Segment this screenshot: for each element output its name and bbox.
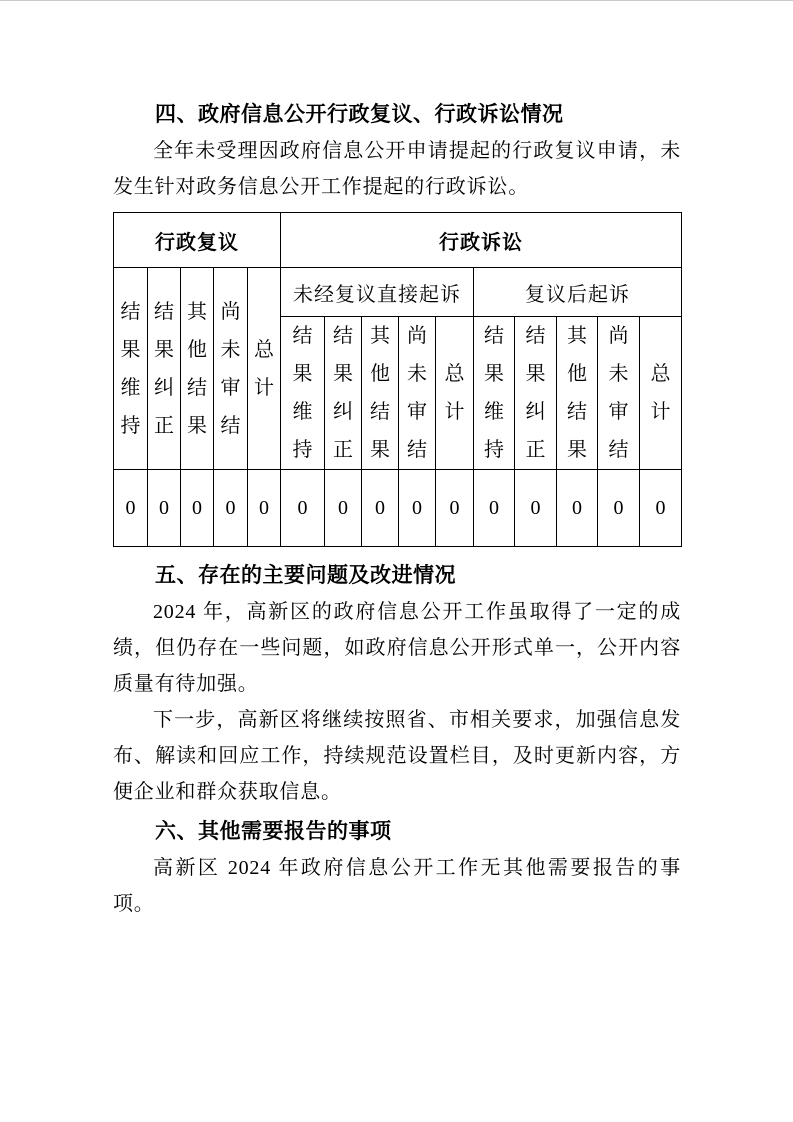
direct-col-total <box>436 317 474 470</box>
after-col-total <box>640 317 682 470</box>
vertical-label: 总计 <box>444 363 465 423</box>
section-5-paragraph-1: 2024 年，高新区的政府信息公开工作虽取得了一定的成绩，但仍存在一些问题，如政府信息公开形式单一，公开内容质量有待加强。 <box>113 601 681 695</box>
vertical-label: 结果纠正 <box>154 300 174 437</box>
vertical-label: 总计 <box>254 338 274 399</box>
section-5-paragraph-2: 下一步，高新区将继续按照省、市相关要求，加强信息发布、解读和回应工作，持续规范设置栏目，及时更新内容，方便企业和群众获取信息。 <box>113 709 681 803</box>
table-group-header-row <box>114 213 682 268</box>
header-administrative-litigation: 行政诉讼 <box>281 213 682 268</box>
value-cell: 0 <box>436 470 474 547</box>
value-cell: 0 <box>640 470 682 547</box>
value-cell: 0 <box>325 470 362 547</box>
vertical-label: 结果纠正 <box>525 325 546 461</box>
value-cell: 0 <box>114 470 148 547</box>
review-col-pending <box>214 268 248 470</box>
value-cell: 0 <box>181 470 214 547</box>
vertical-label: 尚未审结 <box>220 300 241 437</box>
after-col-result-upheld <box>474 317 515 470</box>
vertical-label: 结果维持 <box>120 300 141 437</box>
after-col-other-result <box>557 317 598 470</box>
vertical-label: 结果维持 <box>484 325 504 461</box>
after-col-pending <box>598 317 640 470</box>
vertical-label: 结果纠正 <box>333 325 353 461</box>
admin-review-litigation-table <box>113 212 682 547</box>
review-col-total <box>248 268 281 470</box>
header-administrative-review: 行政复议 <box>114 213 281 268</box>
value-cell: 0 <box>598 470 640 547</box>
value-cell: 0 <box>362 470 399 547</box>
vertical-label: 其他结果 <box>370 325 390 461</box>
value-cell: 0 <box>557 470 598 547</box>
section-6-heading: 六、其他需要报告的事项 <box>155 820 392 843</box>
table-value-row <box>114 470 682 547</box>
subheader-lawsuit-after-review: 复议后起诉 <box>474 268 682 317</box>
vertical-label: 尚未审结 <box>407 325 427 461</box>
section-6-paragraph: 高新区 2024 年政府信息公开工作无其他需要报告的事项。 <box>113 857 681 915</box>
table-subgroup-header-row <box>114 268 682 317</box>
review-col-other-result <box>181 268 214 470</box>
value-cell: 0 <box>214 470 248 547</box>
value-cell: 0 <box>399 470 436 547</box>
after-col-result-corrected <box>515 317 557 470</box>
value-cell: 0 <box>474 470 515 547</box>
value-cell: 0 <box>148 470 181 547</box>
vertical-label: 其他结果 <box>567 325 587 461</box>
vertical-label: 其他结果 <box>187 300 207 437</box>
section-4-heading: 四、政府信息公开行政复议、行政诉讼情况 <box>155 103 564 126</box>
direct-col-pending <box>399 317 436 470</box>
vertical-label: 尚未审结 <box>608 325 629 461</box>
value-cell: 0 <box>281 470 325 547</box>
subheader-direct-lawsuit: 未经复议直接起诉 <box>281 268 474 317</box>
section-4-paragraph: 全年未受理因政府信息公开申请提起的行政复议申请，未发生针对政务信息公开工作提起的行政诉讼。 <box>113 140 681 198</box>
value-cell: 0 <box>515 470 557 547</box>
review-col-result-corrected <box>148 268 181 470</box>
direct-col-result-upheld <box>281 317 325 470</box>
direct-col-result-corrected <box>325 317 362 470</box>
direct-col-other-result <box>362 317 399 470</box>
review-col-result-upheld <box>114 268 148 470</box>
vertical-label: 总计 <box>650 363 671 423</box>
value-cell: 0 <box>248 470 281 547</box>
vertical-label: 结果维持 <box>292 325 313 461</box>
section-5-heading: 五、存在的主要问题及改进情况 <box>155 564 456 587</box>
